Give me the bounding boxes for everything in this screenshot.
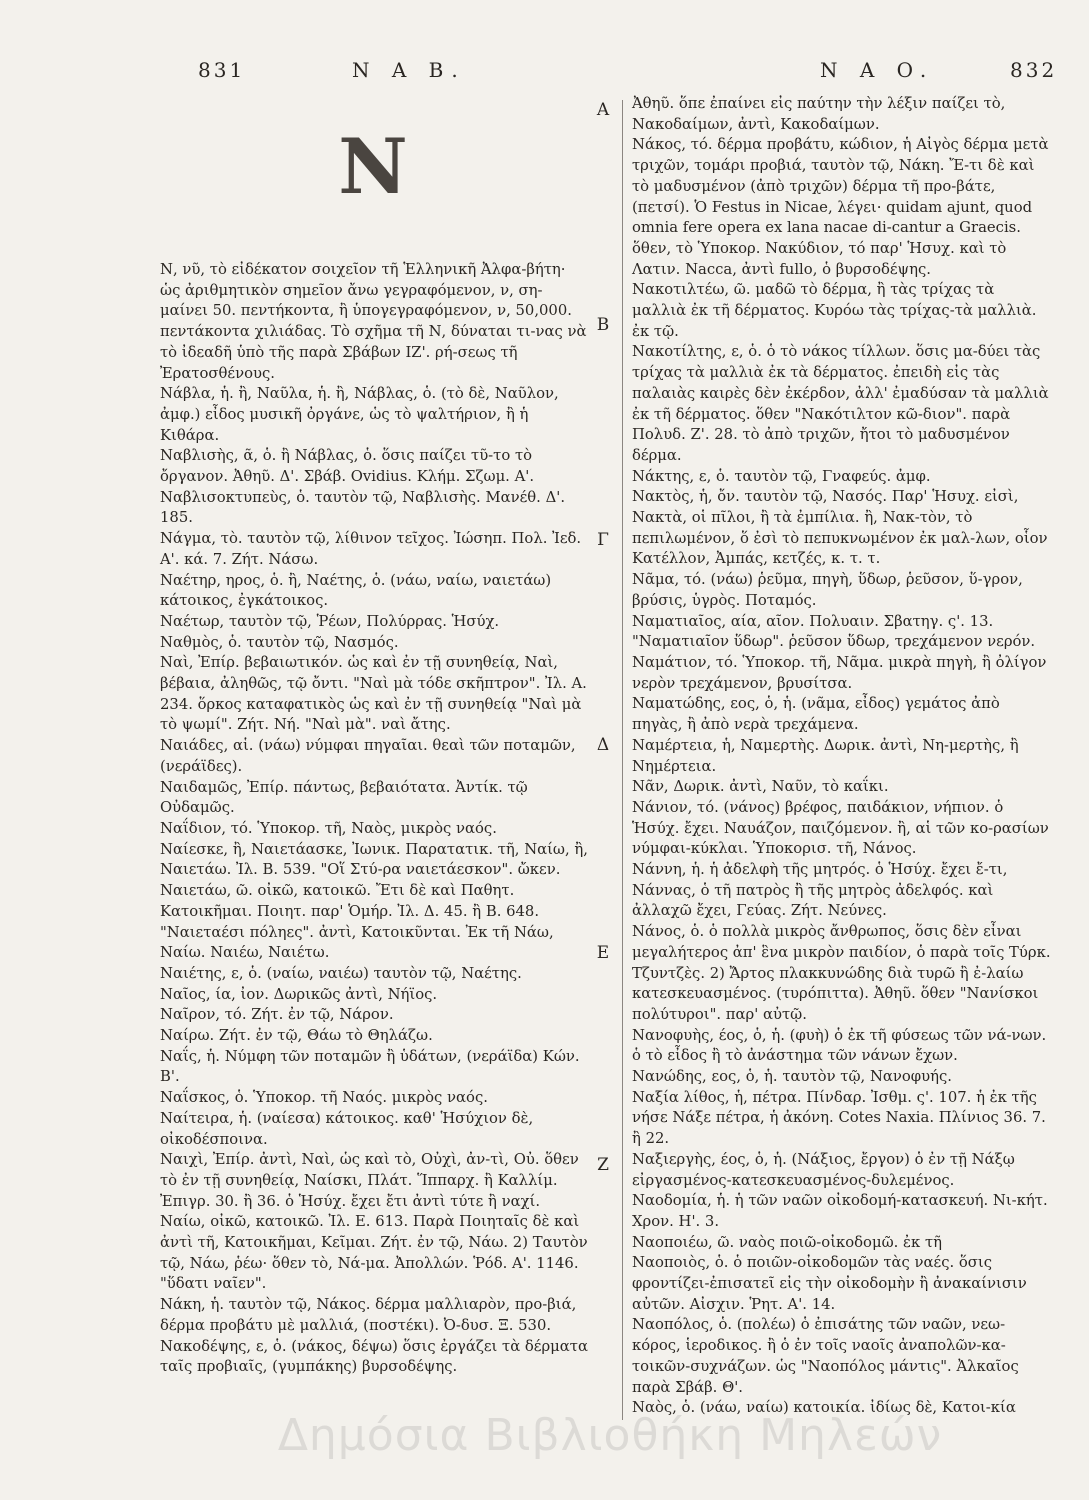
dictionary-entry: Ναῖρον, τό. Ζήτ. ἐν τῷ, Νάρον. [160, 1006, 394, 1024]
dictionary-entry: Ναοποιὸς, ὁ. ὁ ποιῶν-οἰκοδομῶν τὰς ναές. ὅσις φροντίζει-ἐπισατεῖ εἰς τὴν οἰκοδομὴν ἢ ἀνακαίνισιν αὐτῶν. Αἰσχιν. Ῥητ. Α'. 14. [632, 1254, 1027, 1313]
dictionary-entry: Ναμέρτεια, ἡ, Ναμερτὴς. Δωρικ. ἀντὶ, Νη-μερτὴς, ἢ Νημέρτεια. [632, 736, 1019, 775]
left-column [160, 260, 590, 1378]
dictionary-entry: Ναβλισὴς, ᾶ, ὁ. ἢ Νάβλας, ὁ. ὅσις παίζει τῦ-το τὸ ὄργανον. Ἀθηῦ. Δ'. Σβάβ. Ovidius. Κλήμ. Σζωμ. Α'. [160, 447, 535, 486]
dictionary-entry: Νάνος, ὁ. ὁ πολλὰ μικρὸς ἄνθρωπος, ὅσις δὲν εἶναι μεγαλήτερος ἀπ' ἓνα μικρὸν παιδίον, ὁ παρὰ τοῖς Τύρκ. Τζυντζὲς. 2) Ἄρτος πλακκυνώδης διὰ τυρῶ ἢ ἐ-λαίω κατεσκευασμένος. (τυρόπιττα). Ἀθηῦ. ὅθεν "Νανίσκοι πολύτυροι". παρ' αὐτῷ. [632, 923, 1051, 1023]
section-letter: B [596, 315, 610, 335]
section-letter: Z [597, 1155, 609, 1175]
dictionary-entry: Ναοποιέω, ῶ. ναὸς ποιῶ-οἰκοδομῶ. ἐκ τῆ [632, 1233, 942, 1251]
dictionary-entry: Ναέτηρ, ηρος, ὁ. ἢ, Ναέτης, ὁ. (νάω, ναίω, ναιετάω) κάτοικος, ἐγκάτοικος. [160, 571, 552, 610]
dictionary-entry: Ν, νῦ, τὸ εἰδέκατον σοιχεῖον τῆ Ἑλληνικῆ Ἀλφα-βήτη· ὡς ἀριθμητικὸν σημεῖον ἄνω γεγραφόμενον, ν, ση-μαίνει 50. πεντήκοντα, ἢ ὑπογεγραφόμενον, ν, 50,000. πεντάκοντα χιλιάδας. Τὸ σχῆμα τῆ Ν, δύναται τι-νας νὰ τὸ ἰδεαδῆ ὑπὸ τῆς παρὰ Σβάβων ΙΖ'. ρή-σεως τῆ Ἐρατοσθένους. [160, 261, 587, 382]
dictionary-entry: Ναβλισοκτυπεὺς, ὁ. ταυτὸν τῷ, Ναβλισὴς. Μανέθ. Δ'. 185. [160, 488, 566, 527]
dictionary-entry: Ναίω, οἰκῶ, κατοικῶ. Ἰλ. Ε. 613. Παρὰ Ποιηταῖς δὲ καὶ ἀντὶ τῆ, Κατοικῆμαι, Κεῖμαι. Ζήτ. ἐν τῷ, Νάω. 2) Ταυτὸν τῷ, Νάω, ῥέω· ὅθεν τὸ, Νά-μα. Ἀπολλών. Ῥόδ. Α'. 1146. "ὕδατι ναῖεν". [160, 1213, 588, 1293]
dictionary-entry: Νακοτίλτης, ε, ὁ. ὁ τὸ νάκος τίλλων. ὅσις μα-δύει τὰς τρίχας τὰ μαλλιὰ ἐκ τὰ δέρματος. ἐπειδὴ εἰς τὰς παλαιὰς καιρὲς δὲν ἐκέρδον, ἀλλ' ἐμαδύσαν τὰ μαλλιὰ ἐκ τῆ δέρματος. ὅθεν "Νακότιλτον κῶ-διον". παρὰ Πολυδ. Ζ'. 28. τὸ ἀπὸ τριχῶν, ἤτοι τὸ μαδυσμένον δέρμα. [632, 343, 1049, 464]
section-letter: Δ [596, 735, 610, 755]
dictionary-entry: Ναιδαμῶς, Ἐπίρ. πάντως, βεβαιότατα. Ἀντίκ. τῷ Οὐδαμῶς. [160, 778, 528, 817]
dictionary-entry: Νάννη, ἡ. ἡ ἀδελφὴ τῆς μητρός. ὁ Ἡσύχ. ἔχει ἔ-τι, Νάννας, ὁ τῆ πατρὸς ἢ τῆς μητρὸς ἀδελφός. καὶ ἀλλαχῶ ἔχει, Γεύας. Ζήτ. Νεύνες. [632, 861, 1008, 920]
column-divider [622, 100, 623, 1420]
dictionary-entry: Ναξία λίθος, ἡ, πέτρα. Πίνδαρ. Ἰσθμ. ς'. 107. ἡ ἐκ τῆς νήσε Νάξε πέτρα, ἡ ἀκόνη. Cotes Naxia. Πλίνιος 36. 7. ἢ 22. [632, 1088, 1046, 1148]
dictionary-entry: Νάκος, τό. δέρμα προβάτυ, κώδιον, ἡ Αἰγὸς δέρμα μετὰ τριχῶν, τομάρι προβιά, ταυτὸν τῷ, Νάκη. Ἔ-τι δὲ καὶ τὸ μαδυσμένον (ἀπὸ τριχῶν) δέρμα τῆ προ-βάτε, (πετσί). Ὁ Festus in Nicae, λέγει· quidam ajunt, quod omnia fere opera ex lana nacae di-cantur a Graecis. ὅθεν, τὸ Ὑποκορ. Νακύδιον, τό παρ' Ἡσυχ. καὶ τὸ Λατιν. Nacca, ἀντὶ fullo, ὁ βυρσοδέψης. [632, 136, 1049, 278]
dictionary-entry: Ναιέτης, ε, ὁ. (ναίω, ναιέω) ταυτὸν τῷ, Ναέτης. [160, 964, 522, 982]
dictionary-entry: Ναίτειρα, ἡ. (ναίεσα) κάτοικος. καθ' Ἡσύχιον δὲ, οἰκοδέσποινα. [160, 1109, 534, 1148]
dictionary-entry: Νᾶμα, τό. (νάω) ῥεῦμα, πηγὴ, ὕδωρ, ῥεῦσον, ὕ-γρον, βρύσις, ὑγρὸς. Ποταμός. [632, 571, 1023, 609]
right-page-number: 832 [1010, 58, 1058, 82]
section-initial-letter: N [338, 122, 408, 211]
section-letter: E [596, 943, 610, 963]
dictionary-entry: Ναῖος, ία, ἰον. Δωρικῶς ἀντὶ, Νήϊος. [160, 985, 438, 1003]
dictionary-entry: Ναΐσκος, ὁ. Ὑποκορ. τῆ Ναός. μικρὸς ναός. [160, 1089, 488, 1107]
right-column [632, 94, 1052, 1419]
library-watermark: Δημόσια Βιβλιοθήκη Μηλεών [277, 1410, 943, 1461]
dictionary-entry: Νάνιον, τό. (νάνος) βρέφος, παιδάκιον, νήπιον. ὁ Ἡσύχ. ἔχει. Ναυάζον, παιζόμενον. ἢ, αἱ τῶν κο-ρασίων νύμφαι-κύκλαι. Ὑποκορισ. τῆ, Νάνος. [632, 798, 1049, 858]
dictionary-entry: Ναματώδης, εος, ὁ, ἡ. (νᾶμα, εἶδος) γεμάτος ἀπὸ πηγὰς, ἢ ἀπὸ νερὰ τρεχάμενα. [632, 695, 1000, 734]
dictionary-entry: Νάγμα, τὸ. ταυτὸν τῷ, λίθινον τεῖχος. Ἰώσηπ. Πολ. Ἰεδ. Α'. κά. 7. Ζήτ. Νάσω. [160, 530, 582, 568]
dictionary-entry: Ναέτωρ, ταυτὸν τῷ, Ῥέων, Πολύρρας. Ἡσύχ. [160, 612, 500, 630]
dictionary-entry: Νάβλα, ἡ. ἢ, Ναῦλα, ἡ. ἢ, Νάβλας, ὁ. (τὸ δὲ, Ναῦλον, ἀμφ.) εἶδος μυσικῆ ὀργάνε, ὡς τὸ ψαλτήριον, ἢ ἡ Κιθάρα. [160, 385, 559, 444]
section-letter-margin [588, 100, 618, 1420]
dictionary-entry: Ναΐδιον, τό. Ὑποκορ. τῆ, Ναὸς, μικρὸς ναός. [160, 819, 497, 837]
dictionary-entry: Ναιάδες, αἱ. (νάω) νύμφαι πηγαῖαι. θεαὶ τῶν ποταμῶν, (νεράϊδες). [160, 737, 576, 775]
dictionary-entry: Ναιχὶ, Ἐπίρ. ἀντὶ, Ναὶ, ὡς καὶ τὸ, Οὐχὶ, ἀν-τὶ, Οὐ. ὅθεν τὸ ἐν τῇ συνηθείᾳ, Ναίσκι, Πλάτ. Ἵππαρχ. ἢ Καλλίμ. Ἐπιγρ. 30. ἢ 36. ὁ Ἡσύχ. ἔχει ἔτι ἀντὶ τύτε ἢ ναχί. [160, 1151, 579, 1210]
dictionary-entry: Ναμάτιον, τό. Ὑποκορ. τῆ, Νᾶμα. μικρὰ πηγὴ, ἢ ὀλίγον νερὸν τρεχάμενον, βρυσίτσα. [632, 653, 1047, 692]
dictionary-entry: Ναοδομία, ἡ. ἡ τῶν ναῶν οἰκοδομή-κατασκευή. Νι-κήτ. Χρον. Η'. 3. [632, 1192, 1048, 1230]
dictionary-entry: Νάκη, ἡ. ταυτὸν τῷ, Νάκος. δέρμα μαλλιαρὸν, προ-βιά, δέρμα προβάτυ μὲ μαλλιά, (ποστέκι). Ὀ-δυσ. Ξ. 530. [160, 1296, 577, 1334]
dictionary-entry: Ναιετάω, ῶ. οἰκῶ, κατοικῶ. Ἔτι δὲ καὶ Παθητ. Κατοικῆμαι. Ποιητ. παρ' Ὁμήρ. Ἰλ. Δ. 45. ἢ Β. 648. "Ναιεταέσι πόληες". ἀντὶ, Κατοικῦνται. Ἐκ τῆ Νάω, Ναίω. Ναιέω, Ναιέτω. [160, 882, 554, 962]
dictionary-entry: Ναματιαῖος, αία, αῖον. Πολυαιν. Σβατηγ. ς'. 13. "Ναματιαῖον ὕδωρ". ῥεῦσον ὕδωρ, τρεχάμενον νερόν. [632, 612, 1036, 651]
dictionary-entry: Ναὸς, ὁ. (νάω, ναίω) κατοικία. ἰδίως δὲ, Κατοι-κία [632, 1399, 1016, 1417]
dictionary-entry: Ναὶ, Ἐπίρ. βεβαιωτικόν. ὡς καὶ ἐν τῇ συνηθείᾳ, Ναὶ, βέβαια, ἀληθῶς, τῷ ὄντι. "Ναὶ μὰ τόδε σκῆπτρον". Ἰλ. Α. 234. ὅρκος καταφατικὸς ὡς καὶ ἐν τῇ συνηθείᾳ "Ναὶ μὰ τὸ ψωμί". Ζήτ. Νή. "Ναὶ μὰ". ναὶ ἄτης. [160, 654, 587, 734]
dictionary-entry: Ναξιεργὴς, έος, ὁ, ἡ. (Νάξιος, ἔργον) ὁ ἐν τῇ Νάξῳ εἰργασμένος-κατεσκευασμένος-δυλεμένος. [632, 1150, 1015, 1189]
section-letter: A [596, 100, 610, 120]
dictionary-entry: Νᾶν, Δωρικ. ἀντὶ, Ναῦν, τὸ καΐκι. [632, 778, 889, 796]
left-page-number: 831 [198, 58, 246, 82]
dictionary-entry: Ἀθηῦ. ὅπε ἐπαίνει εἰς παύτην τὴν λέξιν παίζει τὸ, Νακοδαίμων, ἀντὶ, Κακοδαίμων. [632, 95, 1006, 133]
right-running-head: N A O. [820, 58, 935, 82]
dictionary-entry: Νακτὸς, ἡ, ὄν. ταυτὸν τῷ, Νασός. Παρ' Ἡσυχ. εἰσὶ, Νακτὰ, οἱ πῖλοι, ἢ τὰ ἐμπίλια. ἢ, Νακ-τὸν, τὸ πεπιλωμένον, ὅ ἐσὶ τὸ πεπυκνωμένον ἐκ μαλ-λων, οἷον Κατέλλον, Ἀμπάς, κετζές, κ. τ. τ. [632, 488, 1048, 568]
dictionary-entry: Νακοδέψης, ε, ὁ. (νάκος, δέψω) ὅσις ἐργάζει τὰ δέρματα ταῖς προβιαῖς, (γυμπάκης) βυρσοδέψης. [160, 1337, 588, 1376]
dictionary-entry: Ναθμὸς, ὁ. ταυτὸν τῷ, Νασμός. [160, 633, 399, 651]
left-running-head: N A B. [352, 58, 466, 82]
dictionary-entry: Νακοτιλτέω, ῶ. μαδῶ τὸ δέρμα, ἢ τὰς τρίχας τὰ μαλλιὰ ἐκ τῆ δέρματος. Κυρόω τὰς τρίχας-τὰ μαλλιὰ. ἐκ τῷ. [632, 281, 1037, 340]
section-letter: Γ [597, 530, 609, 550]
dictionary-entry: Νανοφυὴς, έος, ὁ, ἡ. (φυὴ) ὁ ἐκ τῆ φύσεως τῶν νά-νων. ὁ τὸ εἶδος ἢ τὸ ἀνάστημα τῶν νάνων ἔχων. [632, 1026, 1047, 1065]
dictionary-entry: Ναίρω. Ζήτ. ἐν τῷ, Θάω τὸ Θηλάζω. [160, 1027, 433, 1045]
dictionary-entry: Ναΐς, ἡ. Νύμφη τῶν ποταμῶν ἢ ὑδάτων, (νεράϊδα) Κών. Β'. [160, 1047, 580, 1086]
dictionary-entry: Ναοπόλος, ὁ. (πολέω) ὁ ἐπισάτης τῶν ναῶν, νεω-κόρος, ἱεροδικος. ἢ ὁ ἐν τοῖς ναοῖς ἀναπολῶν-κα-τοικῶν-συχνάζων. ὡς "Ναοπόλος μάντις". Ἀλκαῖος παρὰ Σβάβ. Θ'. [632, 1316, 1019, 1396]
dictionary-entry: Ναίεσκε, ἢ, Ναιετάασκε, Ἰωνικ. Παρατατικ. τῆ, Ναίω, ἢ, Ναιετάω. Ἰλ. Β. 539. "Οἵ Στύ-ρα ναιετάεσκον". ὤκεν. [160, 840, 588, 879]
dictionary-entry: Νανώδης, εος, ὁ, ἡ. ταυτὸν τῷ, Νανοφυής. [632, 1068, 953, 1086]
dictionary-entry: Νάκτης, ε, ὁ. ταυτὸν τῷ, Γναφεύς. ἀμφ. [632, 467, 931, 485]
